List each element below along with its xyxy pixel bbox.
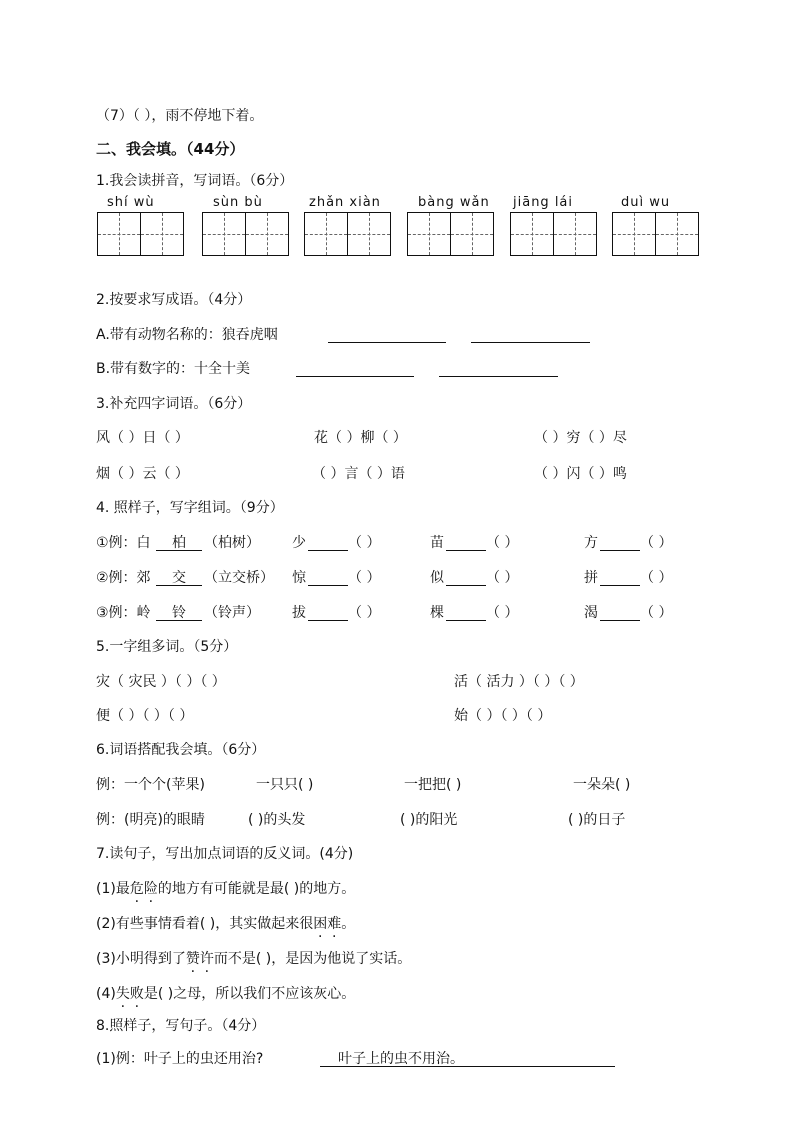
q4-paren[interactable]: （ ）	[486, 605, 519, 621]
q6-title: 6.词语搭配我会填。（6分）	[96, 742, 266, 758]
q8-title: 8.照样子，写句子。（4分）	[96, 1018, 266, 1034]
q2-b: B.带有数字的：十全十美	[96, 361, 251, 377]
q6-item[interactable]: 一只只( )	[256, 777, 314, 793]
q7-sentence-2[interactable]: (2)有些事情看着( )，其实做起来很困难。	[96, 916, 356, 932]
q5-title: 5.一字组多词。（5分）	[96, 639, 238, 655]
q7-title: 7.读句子，写出加点词语的反义词。(4分)	[96, 846, 354, 862]
q4-blank[interactable]	[446, 550, 486, 551]
q4-title: 4. 照样子，写字组词。（9分）	[96, 500, 284, 516]
q6-item[interactable]: ( )的头发	[248, 812, 306, 828]
q7-sentence-4[interactable]: (4)失败是( )之母，所以我们不应该灰心。	[96, 986, 356, 1002]
q4-example-answer: 柏	[172, 535, 186, 551]
q4-char: 拔	[292, 605, 306, 621]
q8-example-question: (1)例：叶子上的虫还用治?	[96, 1051, 264, 1067]
q1-title: 1.我会读拼音，写词语。（6分）	[96, 173, 294, 189]
q6-item[interactable]: 一朵朵( )	[573, 777, 631, 793]
q4-blank[interactable]	[600, 585, 640, 586]
pinyin-3: zhǎn xiàn	[309, 195, 381, 210]
q4-example-label: ②例：郊	[96, 570, 151, 586]
q4-blank[interactable]	[600, 620, 640, 621]
q4-blank[interactable]	[308, 585, 348, 586]
q7-sentence-1[interactable]: (1)最危险的地方有可能就是最( )的地方。	[96, 881, 356, 897]
q4-paren[interactable]: （ ）	[348, 535, 381, 551]
q4-example-label: ①例：白	[96, 535, 151, 551]
q4-char: 棵	[430, 605, 444, 621]
q4-paren[interactable]: （ ）	[486, 535, 519, 551]
q2-title: 2.按要求写成语。（4分）	[96, 292, 252, 308]
q6-item: 例：(明亮)的眼睛	[96, 812, 205, 828]
q4-char: 方	[584, 535, 598, 551]
q2-a: A.带有动物名称的：狼吞虎咽	[96, 327, 278, 343]
q5-row[interactable]: 活（ 活力 ）（ ）（ ）	[454, 674, 584, 690]
q4-char: 似	[430, 570, 444, 586]
q5-row[interactable]: 始（ ）（ ）（ ）	[454, 708, 552, 724]
q6-item[interactable]: ( )的日子	[568, 812, 626, 828]
q3-item[interactable]: （ ）闪（ ）鸣	[534, 466, 627, 482]
q4-char: 拼	[584, 570, 598, 586]
q5-row[interactable]: 便（ ）（ ）（ ）	[96, 708, 194, 724]
q4-blank[interactable]	[446, 620, 486, 621]
q4-paren[interactable]: （ ）	[486, 570, 519, 586]
q4-example-answer: 交	[172, 570, 186, 586]
q4-char: 苗	[430, 535, 444, 551]
q4-paren[interactable]: （ ）	[348, 570, 381, 586]
q4-paren[interactable]: （ ）	[348, 605, 381, 621]
q4-char: 渴	[584, 605, 598, 621]
q4-example-label: ③例：岭	[96, 605, 151, 621]
q6-item[interactable]: ( )的阳光	[400, 812, 458, 828]
q2-a-blank-2[interactable]	[471, 342, 590, 343]
q4-blank[interactable]	[308, 550, 348, 551]
section-2-heading: 二、我会填。（44分）	[96, 140, 245, 158]
q2-a-blank-1[interactable]	[328, 342, 446, 343]
pinyin-4: bàng wǎn	[418, 195, 490, 210]
q4-paren[interactable]: （ ）	[640, 605, 673, 621]
q4-example-word: （立交桥）	[204, 570, 274, 586]
pinyin-5: jiāng lái	[513, 195, 574, 210]
q3-item[interactable]: （ ）穷（ ）尽	[534, 430, 627, 446]
q4-blank[interactable]	[446, 585, 486, 586]
q8-answer-line	[320, 1066, 615, 1067]
q3-item[interactable]: 花（ ）柳（ ）	[314, 430, 407, 446]
q6-item[interactable]: 一把把( )	[404, 777, 462, 793]
q2-b-blank-1[interactable]	[296, 376, 414, 377]
q3-item[interactable]: 烟（ ）云（ ）	[96, 466, 189, 482]
q4-blank[interactable]	[308, 620, 348, 621]
q4-char: 少	[292, 535, 306, 551]
q4-example-word: （铃声）	[204, 605, 260, 621]
q7-sentence-3[interactable]: (3)小明得到了赞许而不是( )，是因为他说了实话。	[96, 951, 412, 967]
q4-example-answer: 铃	[172, 605, 186, 621]
q3-item[interactable]: （ ）言（ ）语	[312, 466, 405, 482]
pinyin-2: sùn bù	[213, 195, 263, 210]
q4-paren[interactable]: （ ）	[640, 570, 673, 586]
q4-blank[interactable]	[600, 550, 640, 551]
q4-example-word: （柏树）	[204, 535, 260, 551]
pinyin-1: shí wù	[107, 195, 155, 210]
q3-item[interactable]: 风（ ）日（ ）	[96, 430, 189, 446]
q2-b-blank-2[interactable]	[439, 376, 558, 377]
q6-item: 例：一个个(苹果)	[96, 777, 205, 793]
q4-paren[interactable]: （ ）	[640, 535, 673, 551]
q4-char: 惊	[292, 570, 306, 586]
question-7-continued: （7）（ ），雨不停地下着。	[96, 108, 264, 124]
q5-row[interactable]: 灾（ 灾民 ）（ ）（ ）	[96, 674, 226, 690]
pinyin-6: duì wu	[621, 195, 671, 210]
q8-example-answer: 叶子上的虫不用治。	[338, 1051, 464, 1067]
q3-title: 3.补充四字词语。（6分）	[96, 396, 252, 412]
